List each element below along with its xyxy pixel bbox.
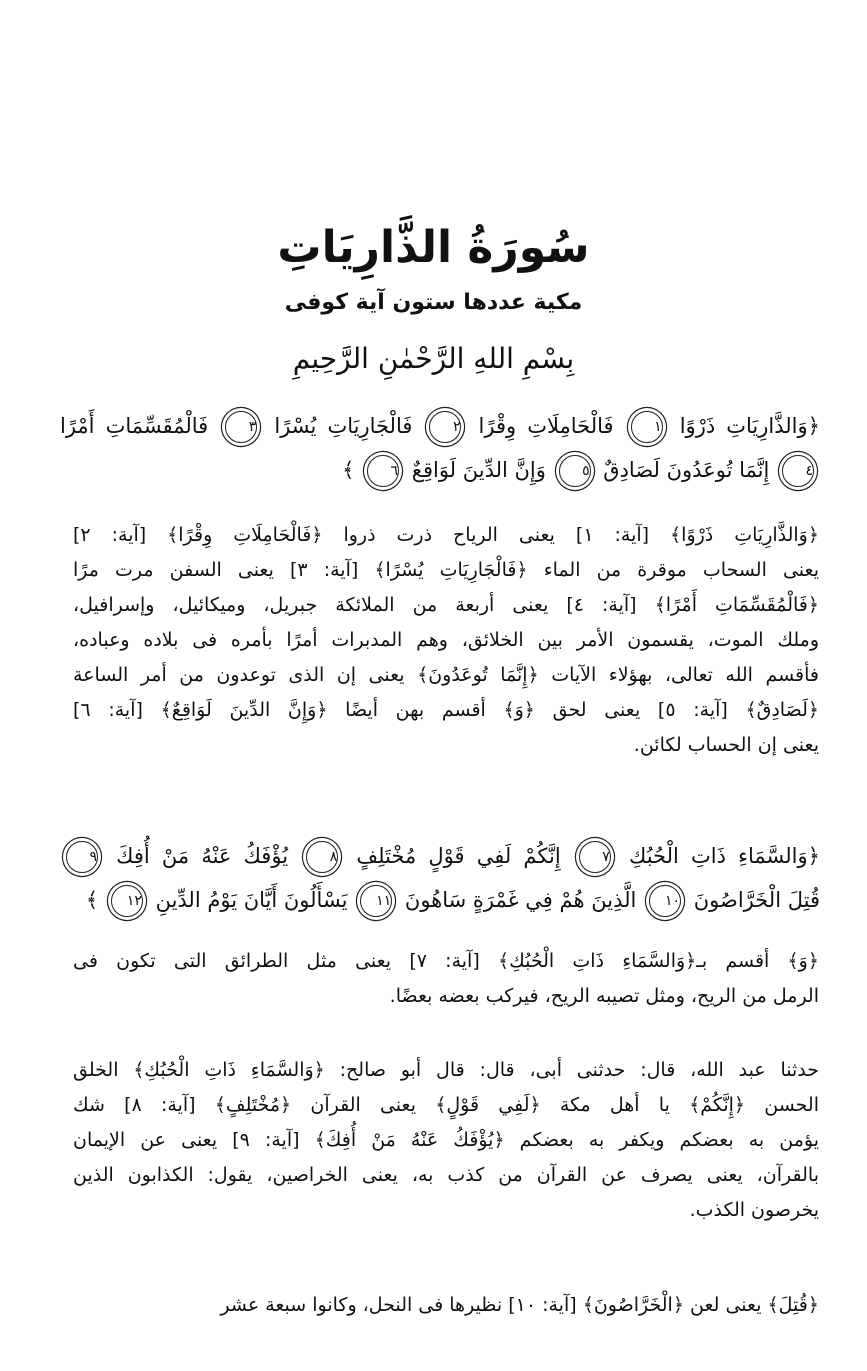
- verse-block-2: [60, 834, 820, 922]
- ayah-number-marker: ٨: [306, 841, 338, 873]
- tafsir-line: بالقرآن، يعنى يصرف عن القرآن من كذب به، يعنى الخراصين، يقول: الكذابون الذين: [73, 1164, 819, 1186]
- verse-text: يُؤْفَكُ عَنْهُ مَنْ أُفِكَ: [116, 844, 289, 868]
- verse-text: فَالْمُقَسِّمَاتِ أَمْرًا: [60, 414, 209, 438]
- verse-text: فَالْحَامِلَاتِ وِقْرًا: [478, 414, 614, 438]
- tafsir-paragraph-3: [73, 1053, 819, 1228]
- ayah-number-marker: ٧: [579, 841, 611, 873]
- tafsir-line: يؤمن به بعضكم ويكفر به بعضكم ﴿يُؤْفَكُ عَنْهُ مَنْ أُفِكَ﴾ [آية: ٩] يعنى عن الإيمان: [73, 1129, 819, 1151]
- verse-text: ﴾: [342, 458, 355, 482]
- verse-text: الَّذِينَ هُمْ فِي غَمْرَةٍ سَاهُونَ: [404, 888, 637, 912]
- verse-text: فَالْجَارِيَاتِ يُسْرًا: [274, 414, 413, 438]
- verse-text: إِنَّمَا تُوعَدُونَ لَصَادِقٌ: [603, 458, 770, 482]
- verse-line: [60, 878, 820, 922]
- tafsir-line: يعنى السحاب موقرة من الماء ﴿فَالْجَارِيَاتِ يُسْرًا﴾ [آية: ٣] يعنى السفن مرت مرًا: [73, 559, 819, 581]
- ayah-number-marker: ٤: [782, 455, 814, 487]
- tafsir-line: الرمل من الريح، ومثل تصيبه الريح، فيركب بعضه بعضًا.: [389, 985, 819, 1007]
- ayah-number-marker: ١: [631, 411, 663, 443]
- verse-text: ﴿وَالسَّمَاءِ ذَاتِ الْحُبُكِ: [629, 844, 820, 868]
- tafsir-line: وملك الموت، يقسمون الأمر بين الخلائق، وهم المدبرات أمرًا بأمره فى بلاده وعباده،: [73, 629, 819, 651]
- verse-line: [60, 404, 820, 448]
- verse-text: إِنَّكُمْ لَفِي قَوْلٍ مُخْتَلِفٍ: [356, 844, 561, 868]
- verse-text: يَسْأَلُونَ أَيَّانَ يَوْمُ الدِّينِ: [155, 888, 348, 912]
- tafsir-line: حدثنا عبد الله، قال: حدثنى أبى، قال: قال أبو صالح: ﴿وَالسَّمَاءِ ذَاتِ الْحُبُكِ﴾ الخلق: [73, 1059, 819, 1081]
- verse-text: ﴿وَالذَّارِيَاتِ ذَرْوًا: [679, 414, 820, 438]
- surah-title: سُورَةُ الذَّارِيَاتِ: [277, 222, 590, 273]
- tafsir-paragraph-4: [73, 1288, 819, 1323]
- tafsir-line: يعنى إن الحساب لكائن.: [633, 734, 819, 756]
- tafsir-line: يخرصون الكذب.: [689, 1199, 819, 1221]
- tafsir-line: ﴿لَصَادِقٌ﴾ [آية: ٥] يعنى لحق ﴿وَ﴾ أقسم بهن أيضًا ﴿وَإِنَّ الدِّينَ لَوَاقِعٌ﴾ [آية: ٦]: [73, 699, 819, 721]
- verse-block-1: [60, 404, 820, 492]
- basmala: بِسْمِ اللهِ الرَّحْمٰنِ الرَّحِيمِ: [292, 342, 575, 375]
- ayah-number-marker: ٦: [367, 455, 399, 487]
- ayah-number-marker: ٣: [225, 411, 257, 443]
- tafsir-line: الحسن ﴿إِنَّكُمْ﴾ يا أهل مكة ﴿لَفِي قَوْلٍ﴾ يعنى القرآن ﴿مُخْتَلِفٍ﴾ [آية: ٨] شك: [73, 1094, 819, 1116]
- verse-text: ﴾: [85, 888, 99, 912]
- verse-line: [60, 448, 820, 492]
- tafsir-paragraph-1: [73, 518, 819, 763]
- tafsir-line: ﴿فَالْمُقَسِّمَاتِ أَمْرًا﴾ [آية: ٤] يعنى أربعة من الملائكة جبريل، وميكائيل، وإسرافيل،: [73, 594, 819, 616]
- ayah-number-marker: ٥: [559, 455, 591, 487]
- ayah-number-marker: ١٢: [111, 885, 143, 917]
- tafsir-line: ﴿وَالذَّارِيَاتِ ذَرْوًا﴾ [آية: ١] يعنى الرياح ذرت ذروا ﴿فَالْحَامِلَاتِ وِقْرًا﴾ [آية: ٢]: [73, 524, 819, 546]
- tafsir-line: ﴿وَ﴾ أقسم بـ﴿وَالسَّمَاءِ ذَاتِ الْحُبُكِ﴾ [آية: ٧] يعنى مثل الطرائق التى تكون فى: [73, 950, 819, 972]
- verse-text: وَإِنَّ الدِّينَ لَوَاقِعٌ: [411, 458, 546, 482]
- tafsir-line: فأقسم الله تعالى، بهؤلاء الآيات ﴿إِنَّمَا تُوعَدُونَ﴾ يعنى إن الذى توعدون من أمر الساعة: [73, 664, 819, 686]
- verse-line: [60, 834, 820, 878]
- surah-subtitle: مكية عددها ستون آية كوفى: [284, 290, 583, 315]
- ayah-number-marker: ٢: [429, 411, 461, 443]
- tafsir-paragraph-2: [73, 944, 819, 1014]
- ayah-number-marker: ١١: [360, 885, 392, 917]
- verse-text: قُتِلَ الْخَرَّاصُونَ: [693, 888, 820, 912]
- ayah-number-marker: ٩: [66, 841, 98, 873]
- ayah-number-marker: ١٠: [649, 885, 681, 917]
- tafsir-line: ﴿قُتِلَ﴾ يعنى لعن ﴿الْخَرَّاصُونَ﴾ [آية: ١٠] نظيرها فى النحل، وكانوا سبعة عشر: [220, 1294, 819, 1316]
